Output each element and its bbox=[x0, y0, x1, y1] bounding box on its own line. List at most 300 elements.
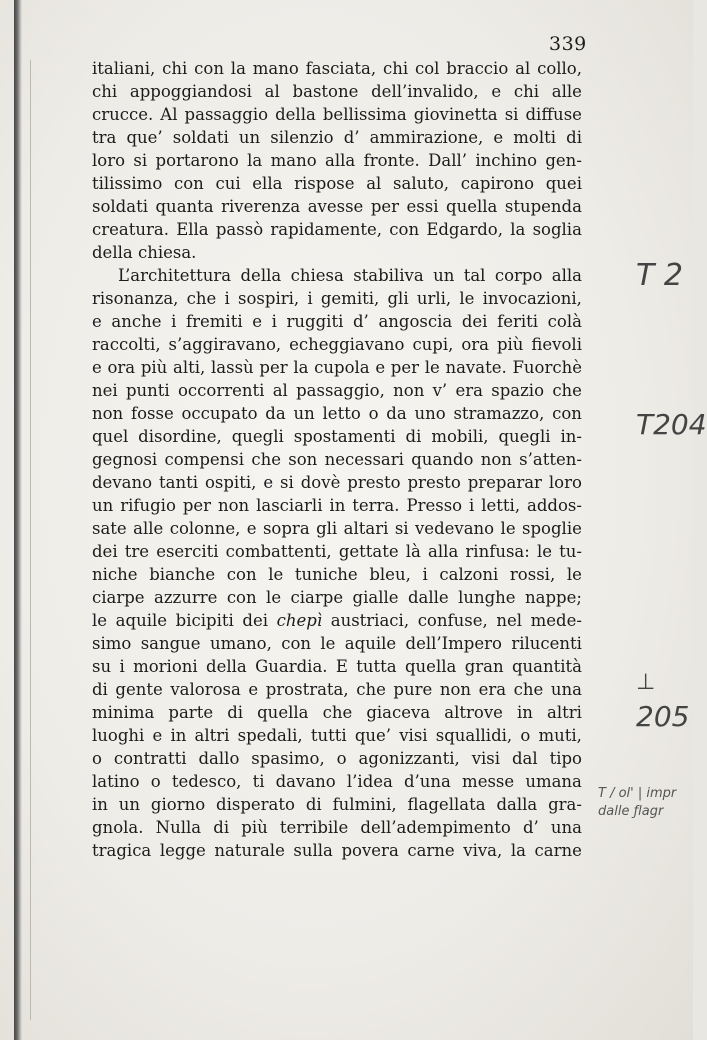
word: diffuse bbox=[525, 105, 582, 124]
word: avesse bbox=[307, 197, 364, 216]
page-gutter-shadow bbox=[14, 0, 22, 1040]
word: e bbox=[152, 726, 163, 745]
word: naturale bbox=[214, 841, 285, 860]
word: molti bbox=[513, 128, 557, 147]
word: latino bbox=[92, 772, 140, 791]
word: le bbox=[92, 611, 108, 630]
text-line bbox=[92, 494, 582, 517]
word: niche bbox=[92, 565, 138, 584]
word: flagellata bbox=[407, 795, 486, 814]
text-line bbox=[92, 333, 582, 356]
word: presto bbox=[347, 473, 401, 492]
word: non bbox=[439, 680, 471, 699]
word: si bbox=[394, 519, 409, 538]
word: le bbox=[500, 519, 516, 538]
word: portarono bbox=[155, 151, 239, 170]
word: gente bbox=[115, 680, 163, 699]
word: con bbox=[552, 404, 582, 423]
word: pure bbox=[393, 680, 433, 699]
word: bleu, bbox=[369, 565, 411, 584]
word: anche bbox=[111, 312, 162, 331]
text-line bbox=[92, 632, 582, 655]
word: prostrata, bbox=[265, 680, 349, 699]
word: Presso bbox=[406, 496, 463, 515]
word: L’architettura bbox=[118, 266, 232, 285]
word: minima bbox=[92, 703, 155, 722]
word: passò bbox=[215, 220, 264, 239]
page-number: 339 bbox=[549, 33, 587, 55]
word: simo bbox=[92, 634, 132, 653]
word: quel bbox=[92, 427, 129, 446]
word: chi bbox=[92, 82, 118, 101]
word: feriti bbox=[497, 312, 539, 331]
word: squallidi, bbox=[435, 726, 513, 745]
word: tu- bbox=[559, 542, 582, 561]
word: di bbox=[213, 818, 230, 837]
word: s’aggiravano, bbox=[168, 335, 282, 354]
word: spedali, bbox=[237, 726, 303, 745]
word: carne bbox=[407, 841, 455, 860]
word: quanta bbox=[155, 197, 214, 216]
word: un bbox=[433, 266, 455, 285]
word: letti, bbox=[481, 496, 521, 515]
word: dell’Impero bbox=[405, 634, 502, 653]
word: una bbox=[550, 680, 582, 699]
word: o bbox=[520, 726, 531, 745]
word: terribile bbox=[279, 818, 349, 837]
word: i bbox=[307, 289, 313, 308]
word: valorosa bbox=[170, 680, 241, 699]
word: chiesa bbox=[290, 266, 344, 285]
word: passaggio, bbox=[296, 381, 385, 400]
word: crucce. bbox=[92, 105, 154, 124]
word: quegli bbox=[231, 427, 284, 446]
word: con bbox=[389, 220, 420, 239]
word: tre bbox=[124, 542, 150, 561]
word: con bbox=[226, 565, 257, 584]
word: dal bbox=[511, 749, 538, 768]
word: d’ bbox=[343, 128, 360, 147]
word: la bbox=[293, 358, 309, 377]
word: stupenda bbox=[504, 197, 582, 216]
word: i bbox=[422, 565, 428, 584]
word: fosse bbox=[130, 404, 174, 423]
margin-note-3: ⊥ bbox=[636, 670, 656, 695]
word: si bbox=[133, 151, 148, 170]
word: Al bbox=[160, 105, 178, 124]
word: bicipiti bbox=[175, 611, 234, 630]
word: risonanza, bbox=[92, 289, 179, 308]
word: le bbox=[459, 289, 475, 308]
text-line bbox=[92, 57, 582, 80]
word: preparar bbox=[467, 473, 542, 492]
word: vedevano bbox=[414, 519, 495, 538]
word: fievoli bbox=[531, 335, 582, 354]
word: non bbox=[217, 496, 250, 515]
word: dalla bbox=[496, 795, 538, 814]
word: là bbox=[405, 542, 421, 561]
word: un bbox=[238, 128, 261, 147]
word: d’ bbox=[522, 818, 539, 837]
word: era bbox=[478, 680, 507, 699]
text-line bbox=[92, 126, 582, 149]
word: messe bbox=[462, 772, 515, 791]
word: davano bbox=[275, 772, 336, 791]
word: braccio bbox=[446, 59, 509, 78]
word: in bbox=[92, 795, 108, 814]
word: dell’invalido, bbox=[371, 82, 479, 101]
text-line bbox=[92, 149, 582, 172]
word: mano bbox=[252, 59, 299, 78]
word: nel bbox=[496, 611, 522, 630]
word: letto bbox=[322, 404, 361, 423]
text-line bbox=[92, 701, 582, 724]
word: necessari bbox=[324, 450, 404, 469]
word: mano bbox=[270, 151, 317, 170]
text-line bbox=[92, 540, 582, 563]
margin-note-4: 205 bbox=[636, 700, 690, 733]
word: bastone bbox=[292, 82, 359, 101]
word: i bbox=[224, 289, 230, 308]
word: morioni bbox=[133, 657, 198, 676]
word: si bbox=[280, 473, 294, 492]
word: v’ bbox=[432, 381, 448, 400]
text-line bbox=[92, 770, 582, 793]
word: invocazioni, bbox=[482, 289, 582, 308]
word: agonizzanti, bbox=[358, 749, 460, 768]
word: della bbox=[275, 105, 316, 124]
word: gnola. bbox=[92, 818, 144, 837]
word: fremiti bbox=[186, 312, 243, 331]
word: stabiliva bbox=[353, 266, 424, 285]
word: saluto, bbox=[393, 174, 450, 193]
word: aquile bbox=[344, 634, 397, 653]
word: sopra bbox=[262, 519, 310, 538]
word: gen- bbox=[545, 151, 582, 170]
word: loro bbox=[92, 151, 126, 170]
word: non bbox=[480, 450, 512, 469]
word: cupi, bbox=[412, 335, 454, 354]
word: Fuorchè bbox=[512, 358, 582, 377]
word: son bbox=[288, 450, 318, 469]
word: le bbox=[566, 565, 582, 584]
word: passaggio bbox=[184, 105, 269, 124]
word: sangue bbox=[140, 634, 201, 653]
word: devano bbox=[92, 473, 153, 492]
word: presto bbox=[407, 473, 461, 492]
text-line bbox=[92, 563, 582, 586]
word: o bbox=[92, 749, 102, 768]
word: disperato bbox=[216, 795, 295, 814]
text-line bbox=[92, 448, 582, 471]
word: ora bbox=[461, 335, 490, 354]
word: bellissima bbox=[322, 105, 407, 124]
word: con bbox=[173, 174, 204, 193]
word: più bbox=[496, 335, 524, 354]
text-line bbox=[92, 793, 582, 816]
word: la bbox=[510, 220, 526, 239]
word: collo, bbox=[537, 59, 582, 78]
word: carne bbox=[534, 841, 582, 860]
word: altrove bbox=[444, 703, 503, 722]
word: la bbox=[230, 59, 246, 78]
word: ora bbox=[107, 358, 136, 377]
word: corpo bbox=[494, 266, 543, 285]
word: non bbox=[92, 404, 124, 423]
word: altari bbox=[343, 519, 389, 538]
word: giorno bbox=[150, 795, 206, 814]
word: rinfusa: bbox=[465, 542, 530, 561]
word: tuniche bbox=[294, 565, 358, 584]
text-line bbox=[92, 103, 582, 126]
word: le bbox=[268, 565, 284, 584]
word: un bbox=[92, 496, 114, 515]
word: dell’adempimento bbox=[360, 818, 511, 837]
word: alla bbox=[551, 266, 582, 285]
text-line bbox=[92, 609, 582, 632]
word: essi bbox=[406, 197, 439, 216]
word: rispose bbox=[294, 174, 355, 193]
word: nei bbox=[92, 381, 118, 400]
word: nappe; bbox=[524, 588, 582, 607]
text-line bbox=[92, 310, 582, 333]
word: dovè bbox=[300, 473, 341, 492]
word: ciarpe bbox=[290, 588, 344, 607]
word: chi bbox=[162, 59, 188, 78]
word: quando bbox=[411, 450, 474, 469]
gutter-fold-line bbox=[30, 60, 31, 1020]
word: quella bbox=[446, 197, 498, 216]
word: gegnosi bbox=[92, 450, 158, 469]
word: E bbox=[335, 657, 348, 676]
word: compensi bbox=[164, 450, 245, 469]
word: ella bbox=[252, 174, 283, 193]
word: per bbox=[390, 358, 420, 377]
word: povera bbox=[341, 841, 399, 860]
word: Ella bbox=[176, 220, 209, 239]
word: di bbox=[305, 795, 322, 814]
word: occorrenti bbox=[177, 381, 265, 400]
word: e bbox=[263, 473, 274, 492]
word: dalle bbox=[407, 588, 449, 607]
word: sate bbox=[92, 519, 127, 538]
word: cupola bbox=[314, 358, 370, 377]
word: chi bbox=[382, 59, 409, 78]
word: legge bbox=[159, 841, 206, 860]
word: Nulla bbox=[155, 818, 202, 837]
word: al bbox=[515, 59, 531, 78]
word: gran bbox=[464, 657, 504, 676]
word: di bbox=[405, 427, 422, 446]
word: gra- bbox=[548, 795, 582, 814]
word: quella bbox=[404, 657, 457, 676]
text-line bbox=[92, 816, 582, 839]
word: alla bbox=[325, 151, 356, 170]
word: ammirazione, bbox=[369, 128, 484, 147]
word: lunghe bbox=[458, 588, 516, 607]
word: combattenti, bbox=[225, 542, 332, 561]
word: quegli bbox=[498, 427, 551, 446]
word: echeggiavano bbox=[289, 335, 405, 354]
text-line bbox=[92, 678, 582, 701]
word: bianche bbox=[149, 565, 216, 584]
word: tutti bbox=[310, 726, 347, 745]
word: per bbox=[182, 496, 212, 515]
word: dei bbox=[92, 542, 118, 561]
word: ruggiti bbox=[286, 312, 344, 331]
word: l’idea bbox=[346, 772, 393, 791]
word: in bbox=[329, 496, 346, 515]
word: austriaci, bbox=[330, 611, 410, 630]
word: un bbox=[118, 795, 141, 814]
word: e bbox=[92, 312, 102, 331]
text-line bbox=[92, 218, 582, 241]
word: si bbox=[504, 105, 519, 124]
word: sulla bbox=[293, 841, 333, 860]
word: che bbox=[356, 680, 386, 699]
word: rilucenti bbox=[511, 634, 582, 653]
margin-note-5: T / ol' | impr dalle ƒlagr bbox=[598, 786, 677, 819]
text-line bbox=[92, 172, 582, 195]
word: la bbox=[510, 841, 526, 860]
word: d’ bbox=[353, 312, 369, 331]
word: quantità bbox=[511, 657, 582, 676]
word: colà bbox=[547, 312, 582, 331]
word: su bbox=[92, 657, 112, 676]
word: chi bbox=[513, 82, 540, 101]
word: que’ bbox=[126, 128, 163, 147]
word: un bbox=[293, 404, 315, 423]
word: i bbox=[271, 312, 277, 331]
text-line bbox=[92, 655, 582, 678]
word: mede- bbox=[530, 611, 582, 630]
word: con bbox=[194, 59, 224, 78]
word: navate. bbox=[445, 358, 507, 377]
word: di bbox=[566, 128, 582, 147]
word: dei bbox=[242, 611, 268, 630]
word: tanti bbox=[159, 473, 199, 492]
word: ti bbox=[252, 772, 265, 791]
word: con bbox=[226, 588, 257, 607]
word: inchino bbox=[475, 151, 537, 170]
word: gettate bbox=[338, 542, 399, 561]
word: rifugio bbox=[120, 496, 176, 515]
word: altri bbox=[547, 703, 582, 722]
word: non bbox=[393, 381, 425, 400]
word: ospiti, bbox=[204, 473, 257, 492]
word: riverenza bbox=[221, 197, 301, 216]
word: i bbox=[469, 496, 475, 515]
word: spoglie bbox=[522, 519, 582, 538]
text-line bbox=[92, 287, 582, 310]
word: quei bbox=[545, 174, 582, 193]
word: le bbox=[320, 634, 336, 653]
word: mobili, bbox=[431, 427, 489, 446]
word: disordine, bbox=[138, 427, 222, 446]
word: muti, bbox=[538, 726, 582, 745]
text-line bbox=[92, 402, 582, 425]
text-line bbox=[92, 264, 582, 287]
word: Edgardo, bbox=[426, 220, 503, 239]
word: tedesco, bbox=[171, 772, 242, 791]
word: confuse, bbox=[417, 611, 488, 630]
word: fasciata, bbox=[305, 59, 377, 78]
word: e bbox=[375, 358, 386, 377]
word: alle bbox=[133, 519, 164, 538]
word: da bbox=[265, 404, 286, 423]
word: che bbox=[251, 450, 281, 469]
text-line bbox=[92, 471, 582, 494]
word: Dall’ bbox=[428, 151, 468, 170]
word: visi bbox=[471, 749, 501, 768]
word: dei bbox=[461, 312, 488, 331]
word: tilissimo bbox=[92, 174, 163, 193]
word: calzoni bbox=[439, 565, 499, 584]
word: s’atten- bbox=[519, 450, 582, 469]
word: appoggiandosi bbox=[129, 82, 252, 101]
word: per bbox=[370, 197, 400, 216]
word: i bbox=[119, 657, 125, 676]
word: colonne, bbox=[169, 519, 241, 538]
word: o bbox=[150, 772, 161, 791]
word: che bbox=[186, 289, 217, 308]
word: capirono bbox=[460, 174, 535, 193]
word: di bbox=[227, 703, 244, 722]
word: silenzio bbox=[270, 128, 334, 147]
text-line bbox=[92, 839, 582, 862]
word: di bbox=[92, 680, 108, 699]
word: più bbox=[140, 358, 168, 377]
word: eserciti bbox=[156, 542, 219, 561]
word: loro bbox=[548, 473, 582, 492]
text-line bbox=[92, 195, 582, 218]
word: raccolti, bbox=[92, 335, 161, 354]
word: contratti bbox=[113, 749, 187, 768]
word: visi bbox=[399, 726, 428, 745]
word: al bbox=[272, 381, 288, 400]
word: chepì bbox=[276, 611, 323, 630]
word: della chiesa. bbox=[92, 243, 197, 262]
word: tipo bbox=[549, 749, 582, 768]
word: creatura. bbox=[92, 220, 169, 239]
word: soldati bbox=[92, 197, 148, 216]
word: rossi, bbox=[509, 565, 556, 584]
word: col bbox=[414, 59, 440, 78]
word: alti, bbox=[173, 358, 206, 377]
word: lassù bbox=[211, 358, 254, 377]
word: gli bbox=[387, 289, 409, 308]
word: spazio bbox=[491, 381, 545, 400]
word: la bbox=[247, 151, 263, 170]
word: stramazzo, bbox=[453, 404, 545, 423]
word: urli, bbox=[416, 289, 452, 308]
word: tutta bbox=[356, 657, 397, 676]
word: una bbox=[550, 818, 582, 837]
word: con bbox=[281, 634, 312, 653]
word: gemiti, bbox=[320, 289, 380, 308]
word: azzurre bbox=[154, 588, 218, 607]
word: umano, bbox=[209, 634, 272, 653]
word: in bbox=[517, 703, 533, 722]
word: alla bbox=[428, 542, 459, 561]
word: da bbox=[386, 404, 407, 423]
word: e bbox=[252, 312, 263, 331]
text-line bbox=[92, 379, 582, 402]
margin-note-1: T 2 bbox=[636, 258, 683, 293]
word: tragica bbox=[92, 841, 152, 860]
word: viva, bbox=[463, 841, 503, 860]
text-line bbox=[92, 747, 582, 770]
